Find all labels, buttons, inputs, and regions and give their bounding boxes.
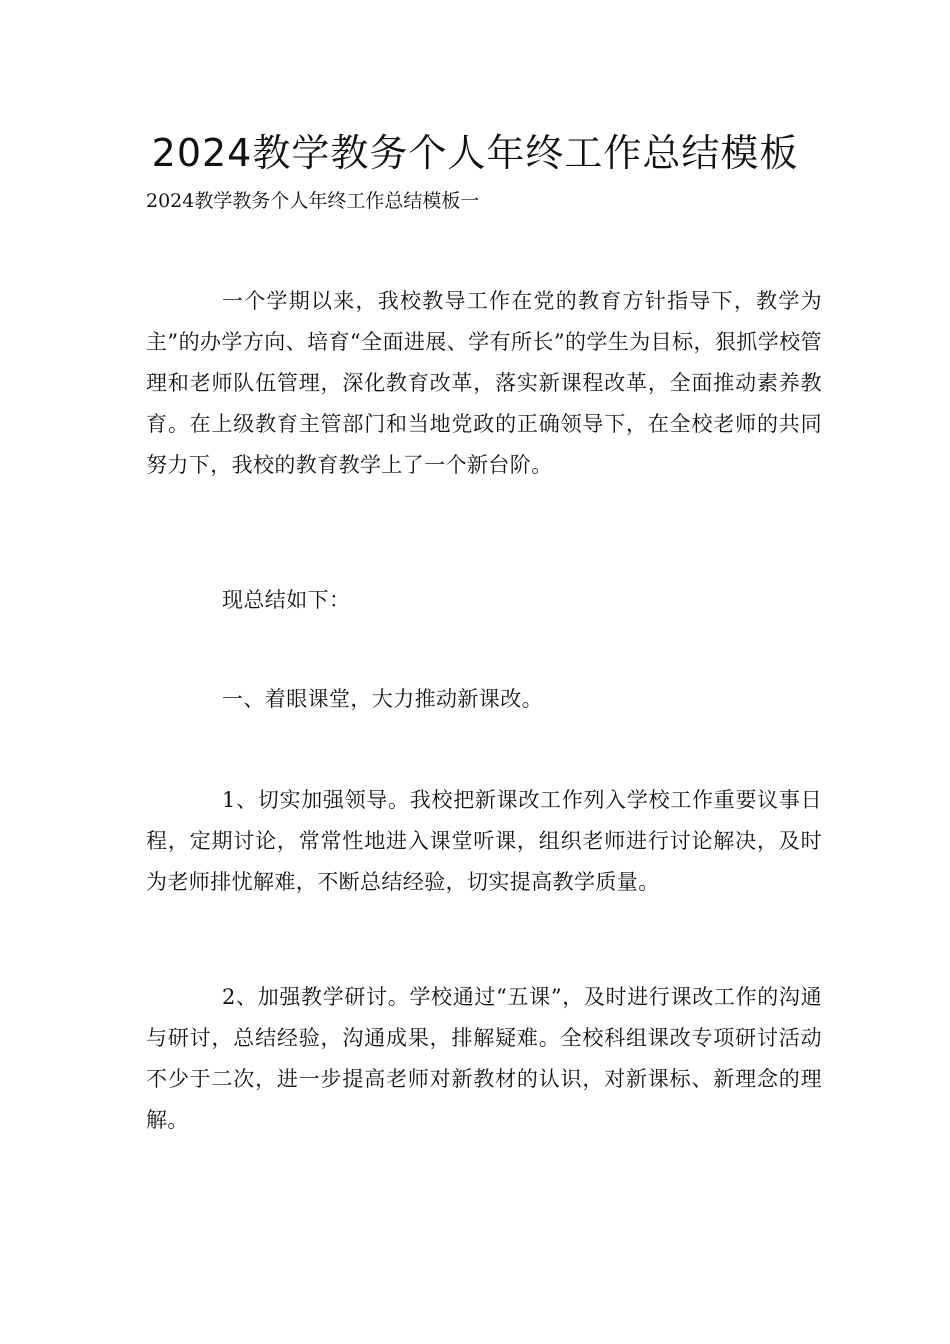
paragraph-item-1: 1、切实加强领导。我校把新课改工作列入学校工作重要议事日程，定期讨论，常常性地进入课堂听课，组织老师进行讨论解决，及时为老师排忧解难，不断总结经验，切实提高教学质量。 bbox=[146, 788, 822, 894]
document-subtitle: 2024教学教务个人年终工作总结模板一 bbox=[146, 190, 480, 212]
document-title: 2024教学教务个人年终工作总结模板 bbox=[151, 131, 799, 175]
section-heading-1: 一、着眼课堂，大力推动新课改。 bbox=[222, 687, 543, 711]
paragraph-summary-lead: 现总结如下： bbox=[222, 588, 351, 612]
paragraph-item-2: 2、加强教学研讨。学校通过“五课”，及时进行课改工作的沟通与研讨，总结经验，沟通成果，排解疑难。全校科组课改专项研讨活动不少于二次，进一步提高老师对新教材的认识，对新课标、新理念的理解。 bbox=[146, 985, 822, 1132]
paragraph-intro: 一个学期以来，我校教导工作在党的教育方针指导下，教学为主”的办学方向、培育“全面进展、学有所长”的学生为目标，狠抓学校管理和老师队伍管理，深化教育改革，落实新课程改革，全面推动素养教育。在上级教育主管部门和当地党政的正确领导下，在全校老师的共同努力下，我校的教育教学上了一个新台阶。 bbox=[146, 289, 822, 477]
